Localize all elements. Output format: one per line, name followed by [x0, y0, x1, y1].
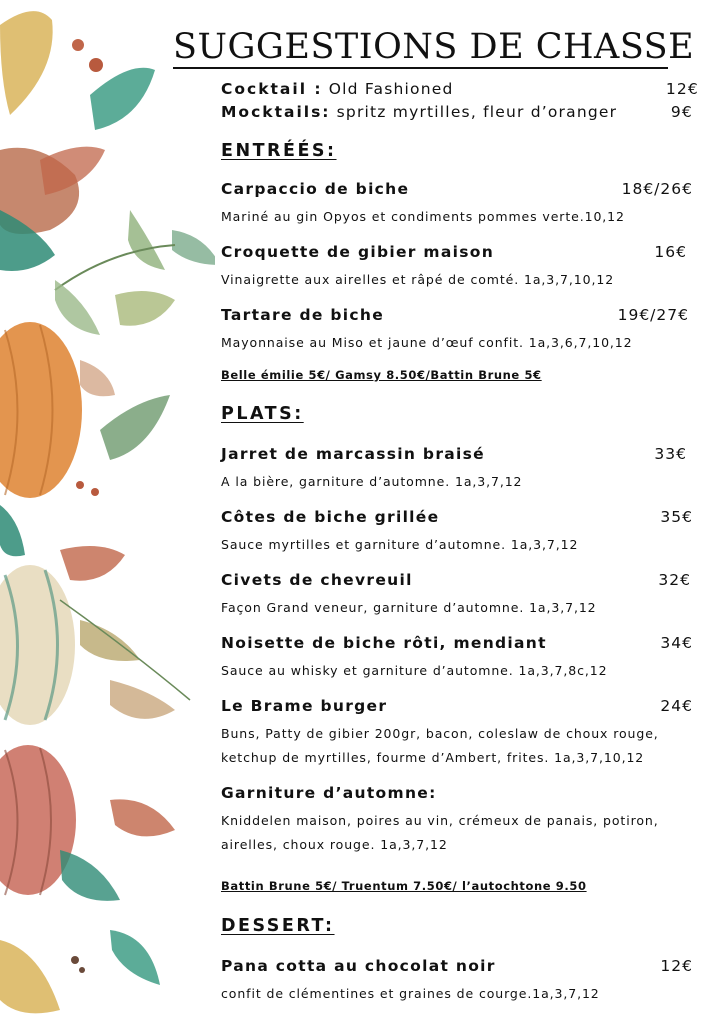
item-description: Buns, Patty de gibier 200gr, bacon, coleslaw de choux rouge,: [221, 726, 659, 741]
item-name: Carpaccio de biche: [221, 180, 410, 198]
menu-item: [221, 443, 693, 494]
item-description: confit de clémentines et graines de courge.1a,3,7,12: [221, 986, 600, 1001]
pumpkin-icon: [0, 322, 82, 498]
menu-item: [221, 782, 693, 857]
drink-price: 9€: [670, 103, 693, 121]
item-name: Noisette de biche rôti, mendiant: [221, 634, 547, 652]
item-description-line2: ketchup de myrtilles, fourme d’Ambert, frites. 1a,3,7,10,12: [221, 750, 645, 765]
item-description: Sauce myrtilles et garniture d’automne. 1a,3,7,12: [221, 537, 579, 552]
item-price: 18€/26€: [621, 180, 693, 198]
berry-icon: [72, 39, 84, 51]
item-name: Jarret de marcassin braisé: [221, 445, 485, 463]
item-description: Façon Grand veneur, garniture d’automne. 1a,3,7,12: [221, 600, 597, 615]
item-description: A la bière, garniture d’automne. 1a,3,7,12: [221, 474, 523, 489]
item-description-line2: airelles, choux rouge. 1a,3,7,12: [221, 837, 448, 852]
drink-label: Cocktail :: [221, 80, 323, 98]
green-leaf-icon: [172, 230, 215, 265]
green-leaf-icon: [90, 68, 155, 130]
cocktail-line: [221, 78, 699, 101]
item-price: 34€: [660, 634, 693, 652]
menu-item: [221, 569, 693, 620]
item-description: Kniddelen maison, poires au vin, crémeux de panais, potiron,: [221, 813, 659, 828]
drink-pairing: Belle émilie 5€/ Gamsy 8.50€/Battin Brune 5€: [221, 368, 542, 382]
leaf-icon: [110, 680, 175, 719]
yellow-leaf-icon: [0, 940, 60, 1013]
drink-text: Old Fashioned: [328, 80, 454, 98]
item-description: Mayonnaise au Miso et jaune d’œuf confit. 1a,3,6,7,10,12: [221, 335, 633, 350]
autumn-foliage-decoration: [0, 0, 215, 1024]
menu-title: SUGGESTIONS DE CHASSE: [173, 27, 695, 67]
green-leaf-icon: [128, 210, 165, 270]
item-price: 32€: [658, 571, 691, 589]
green-leaf-icon: [115, 291, 175, 326]
leaf-icon: [100, 395, 170, 460]
menu-item: [221, 241, 693, 292]
rust-leaf-icon: [110, 799, 175, 836]
item-price: 35€: [660, 508, 693, 526]
item-description: Vinaigrette aux airelles et râpé de comté. 1a,3,7,10,12: [221, 272, 615, 287]
item-price: 24€: [660, 697, 693, 715]
section-heading-plats: PLATS:: [221, 404, 304, 424]
menu-item: [221, 178, 693, 229]
menu-item: [221, 304, 693, 355]
green-leaf-icon: [55, 280, 100, 335]
menu-item: [221, 632, 693, 683]
item-price: 33€: [654, 445, 687, 463]
menu-item: [221, 955, 693, 1006]
rust-leaf-icon: [60, 546, 125, 581]
item-name: Garniture d’automne:: [221, 784, 437, 802]
leaf-icon: [80, 620, 140, 661]
menu-item: [221, 506, 693, 557]
item-description: Sauce au whisky et garniture d’automne. 1a,3,7,8c,12: [221, 663, 608, 678]
green-leaf-icon: [110, 930, 160, 985]
item-name: Pana cotta au chocolat noir: [221, 957, 496, 975]
drink-text: spritz myrtilles, fleur d’oranger: [336, 103, 618, 121]
item-name: Civets de chevreuil: [221, 571, 413, 589]
item-name: Côtes de biche grillée: [221, 508, 440, 526]
mocktail-line: [221, 101, 699, 124]
item-name: Tartare de biche: [221, 306, 385, 324]
section-heading-entrees: ENTRÉÉS:: [221, 141, 337, 161]
item-price: 16€: [654, 243, 687, 261]
menu-item: [221, 695, 693, 770]
drink-pairing: Battin Brune 5€/ Truentum 7.50€/ l’autochtone 9.50: [221, 879, 587, 893]
item-name: Le Brame burger: [221, 697, 388, 715]
item-description: Mariné au gin Opyos et condiments pommes verte.10,12: [221, 209, 625, 224]
teal-leaf-icon: [0, 505, 25, 556]
section-heading-dessert: DESSERT:: [221, 916, 335, 936]
drinks-list: [221, 78, 699, 124]
leaf-icon: [80, 360, 115, 396]
drink-price: 12€: [665, 80, 699, 98]
title-underline: [173, 67, 668, 69]
yellow-leaf-icon: [0, 11, 53, 115]
teal-leaf-icon: [60, 850, 120, 901]
item-name: Croquette de gibier maison: [221, 243, 495, 261]
item-price: 19€/27€: [617, 306, 689, 324]
drink-label: Mocktails:: [221, 103, 331, 121]
berry-icon: [89, 58, 103, 72]
item-price: 12€: [660, 957, 693, 975]
